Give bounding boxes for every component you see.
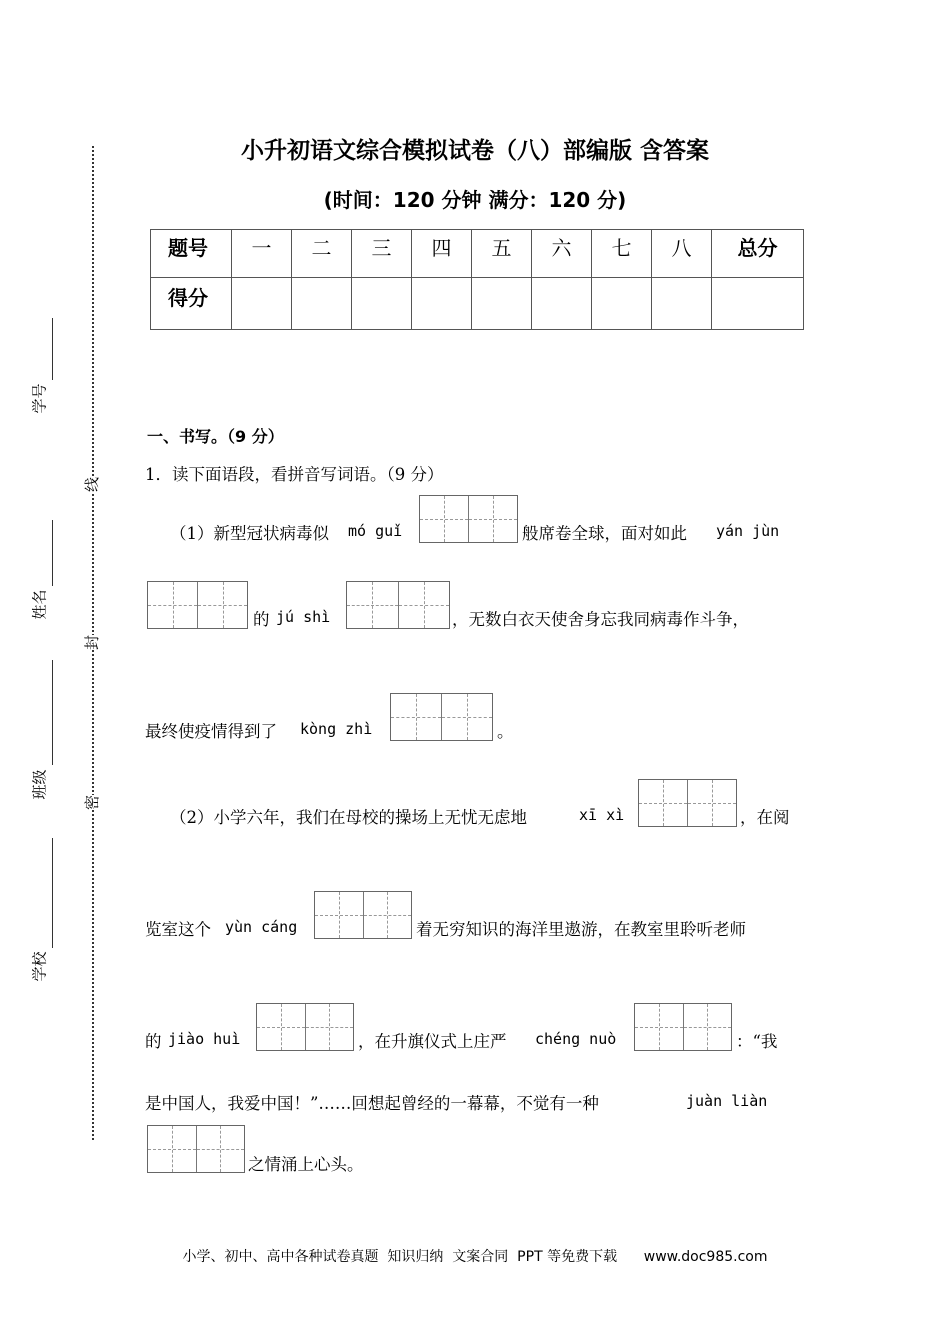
page-title: 小升初语文综合模拟试卷（八）部编版 含答案 (240, 138, 709, 164)
text-segment: 般席卷全球，面对如此 (522, 524, 687, 543)
score-label: 得分 (151, 278, 232, 330)
text-segment: 览室这个 (145, 920, 211, 939)
text-segment: 之情涌上心头。 (248, 1155, 364, 1174)
text-segment: 的 (145, 1032, 162, 1051)
answer-grid-juanlian[interactable] (147, 1125, 245, 1173)
score-cell[interactable] (532, 278, 592, 330)
sealed-mark: 密 (83, 794, 102, 811)
answer-grid-kongzhi[interactable] (390, 693, 493, 741)
column-header: 六 (532, 230, 592, 278)
text-segment: （1）新型冠状病毒似 (170, 524, 329, 543)
score-table (150, 229, 804, 330)
score-cell[interactable] (472, 278, 532, 330)
section-heading: 一、书写。（9 分） (147, 427, 284, 446)
text-segment: ，在升旗仪式上庄严 (358, 1032, 507, 1051)
school-label: 学校 (30, 951, 49, 982)
column-header: 五 (472, 230, 532, 278)
answer-grid-jiaohui[interactable] (256, 1003, 354, 1051)
pinyin-xixi: xī xì (579, 806, 625, 824)
pinyin-juanlian: juàn liàn (686, 1092, 768, 1110)
column-header: 八 (652, 230, 712, 278)
class-blank[interactable] (52, 660, 54, 765)
pinyin-yanjun: yán jùn (716, 522, 780, 540)
student-id-blank[interactable] (52, 318, 54, 380)
score-cell[interactable] (592, 278, 652, 330)
column-header: 三 (352, 230, 412, 278)
pinyin-jushi: jú shì (276, 608, 331, 626)
text-segment: （2）小学六年，我们在母校的操场上无忧无虑地 (170, 808, 527, 827)
line-mark: 线 (83, 476, 102, 493)
score-cell[interactable] (652, 278, 712, 330)
pinyin-chengnuo: chéng nuò (535, 1030, 617, 1048)
answer-grid-yuncang[interactable] (314, 891, 412, 939)
text-segment: ，无数白衣天使舍身忘我同病毒作斗争， (452, 610, 749, 629)
text-segment: 着无穷知识的海洋里遨游，在教室里聆听老师 (416, 920, 746, 939)
answer-grid-xixi[interactable] (638, 779, 737, 827)
answer-grid-chengnuo[interactable] (634, 1003, 732, 1051)
column-header: 二 (292, 230, 352, 278)
name-blank[interactable] (52, 520, 54, 586)
score-cell[interactable] (352, 278, 412, 330)
question-1-prompt: 1．读下面语段，看拼音写词语。（9 分） (145, 465, 444, 484)
page-footer: 小学、初中、高中各种试卷真题 知识归纳 文案合同 PPT 等免费下载 www.doc985.com (182, 1249, 768, 1265)
text-segment: 是中国人，我爱中国！”……回想起曾经的一幕幕，不觉有一种 (145, 1094, 599, 1113)
answer-grid-jushi[interactable] (346, 581, 450, 629)
answer-grid-yanjun[interactable] (147, 581, 248, 629)
total-header: 总分 (712, 230, 804, 278)
text-segment: 的 (253, 610, 270, 629)
exam-info: (时间：120 分钟 满分：120 分) (323, 188, 627, 212)
total-score-cell[interactable] (712, 278, 804, 330)
text-segment: ，在阅 (740, 808, 790, 827)
text-segment: ：“我 (736, 1032, 778, 1051)
column-header: 四 (412, 230, 472, 278)
column-header: 七 (592, 230, 652, 278)
text-segment: 。 (497, 722, 514, 741)
class-label: 班级 (30, 769, 49, 800)
text-segment: 最终使疫情得到了 (145, 722, 277, 741)
pinyin-jiaohui: jiào huì (168, 1030, 241, 1048)
score-cell[interactable] (292, 278, 352, 330)
score-cell[interactable] (232, 278, 292, 330)
name-label: 姓名 (30, 589, 49, 620)
pinyin-mogui: mó guǐ (348, 522, 403, 540)
pinyin-yuncang: yùn cáng (225, 918, 298, 936)
school-blank[interactable] (52, 838, 54, 948)
question-number-label: 题号 (151, 230, 232, 278)
score-cell[interactable] (412, 278, 472, 330)
seal-mark: 封 (83, 634, 102, 651)
column-header: 一 (232, 230, 292, 278)
pinyin-kongzhi: kòng zhì (300, 720, 373, 738)
student-id-label: 学号 (30, 383, 49, 414)
answer-grid-mogui[interactable] (419, 495, 518, 543)
